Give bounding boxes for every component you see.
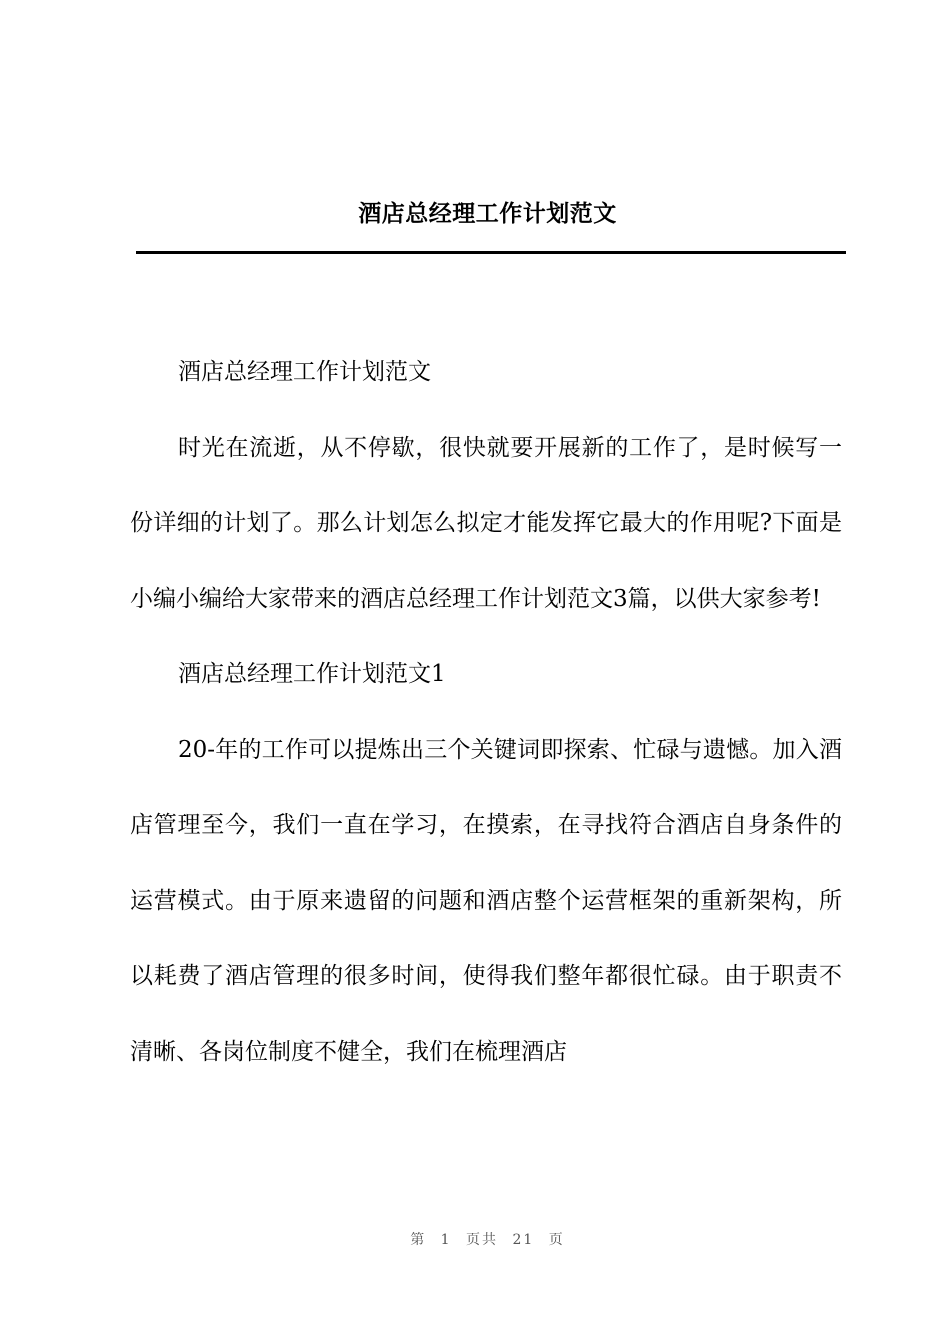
paragraph-section-body: 20-年的工作可以提炼出三个关键词即探索、忙碌与遗憾。加入酒店管理至今，我们一直在学习，在摸索，在寻找符合酒店自身条件的运营模式。由于原来遗留的问题和酒店整个运营框架的重新架构，所以耗费了酒店管理的很多时间，使得我们整年都很忙碌。由于职责不清晰、各岗位制度不健全，我们在梳理酒店 bbox=[130, 736, 842, 1065]
title-underline bbox=[136, 251, 846, 254]
paragraph-intro: 时光在流逝，从不停歇，很快就要开展新的工作了，是时候写一份详细的计划了。那么计划怎么拟定才能发挥它最大的作用呢?下面是小编小编给大家带来的酒店总经理工作计划范文3篇，以供大家参考! bbox=[130, 434, 842, 612]
paragraph-heading: 酒店总经理工作计划范文 bbox=[178, 359, 431, 385]
document-body bbox=[130, 335, 842, 1090]
paragraph-section-heading: 酒店总经理工作计划范文1 bbox=[178, 661, 446, 687]
document-title: 酒店总经理工作计划范文 bbox=[358, 200, 617, 227]
page-footer: 第 1 页共 21 页 bbox=[410, 1232, 565, 1248]
